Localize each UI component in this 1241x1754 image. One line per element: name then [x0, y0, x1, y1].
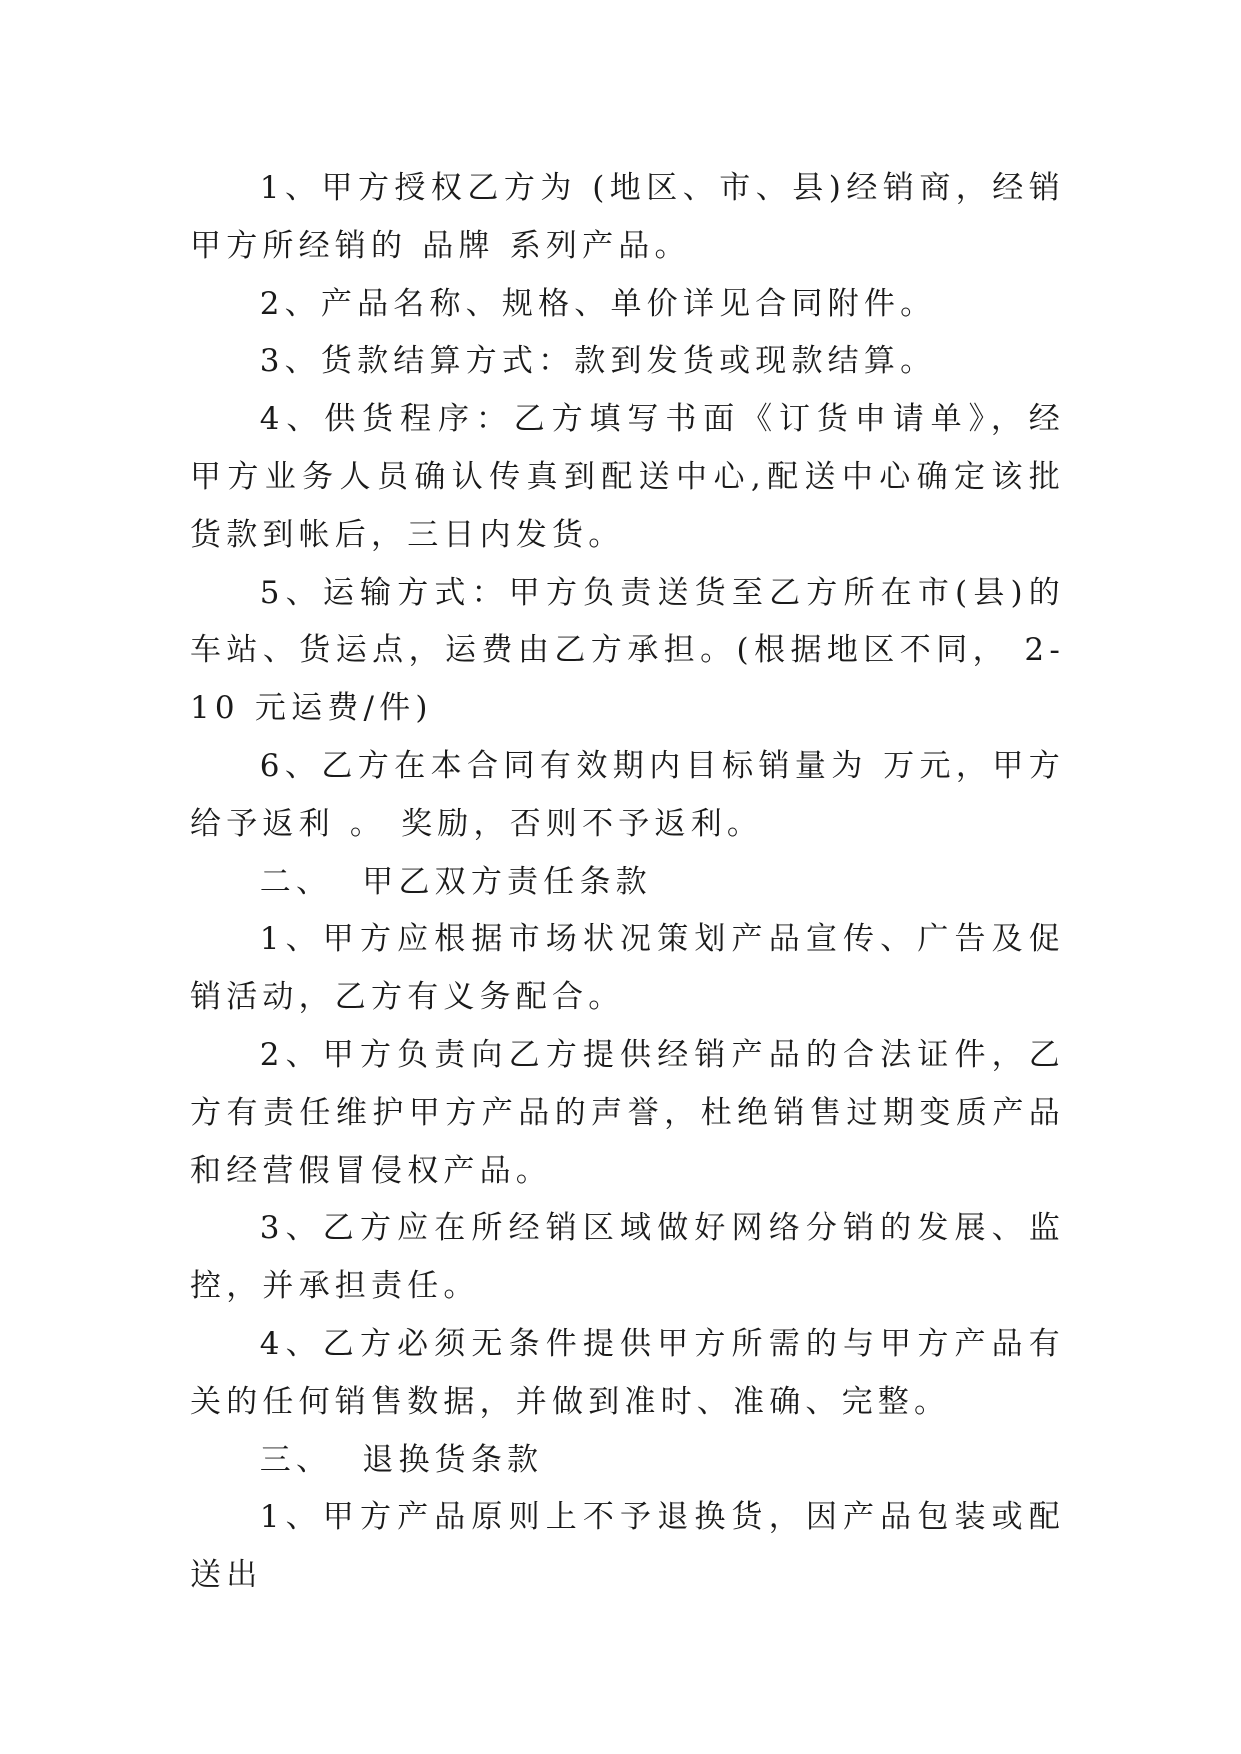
section-heading-responsibilities: 二、 甲乙双方责任条款	[259, 863, 652, 900]
clause-product-specs: 2、产品名称、规格、单价详见合同附件。	[259, 285, 937, 322]
clause-transport-method: 5、运输方式：甲方负责送货至乙方所在市(县)的车站、货运点，运费由乙方承担。(根据地区不同， 2-10 元运费/件)	[190, 574, 1065, 727]
section-heading-returns: 三、 退换货条款	[259, 1441, 544, 1478]
clause-authorization: 1、甲方授权乙方为 (地区、市、县)经销商，经销甲方所经销的 品牌 系列产品。	[190, 170, 1065, 264]
clause-returns-policy: 1、甲方产品原则上不予退换货，因产品包装或配送出	[190, 1499, 1065, 1594]
document-body	[190, 160, 1065, 1605]
clause-payment-method: 3、货款结算方式：款到发货或现款结算。	[259, 343, 937, 380]
clause-legal-certificates: 2、甲方负责向乙方提供经销产品的合法证件，乙方有责任维护甲方产品的声誉，杜绝销售过期变质产品和经营假冒侵权产品。	[190, 1036, 1065, 1189]
clause-sales-target: 6、乙方在本合同有效期内目标销量为 万元，甲方给予返利 。 奖励，否则不予返利。	[190, 747, 1065, 842]
clause-sales-data: 4、乙方必须无条件提供甲方所需的与甲方产品有关的任何销售数据，并做到准时、准确、完整。	[190, 1325, 1065, 1420]
clause-supply-procedure: 4、供货程序：乙方填写书面《订货申请单》，经甲方业务人员确认传真到配送中心,配送中心确定该批货款到帐后，三日内发货。	[190, 401, 1065, 553]
clause-distribution-network: 3、乙方应在所经销区域做好网络分销的发展、监控，并承担责任。	[190, 1210, 1065, 1305]
clause-promotion: 1、甲方应根据市场状况策划产品宣传、广告及促销活动，乙方有义务配合。	[190, 921, 1065, 1016]
